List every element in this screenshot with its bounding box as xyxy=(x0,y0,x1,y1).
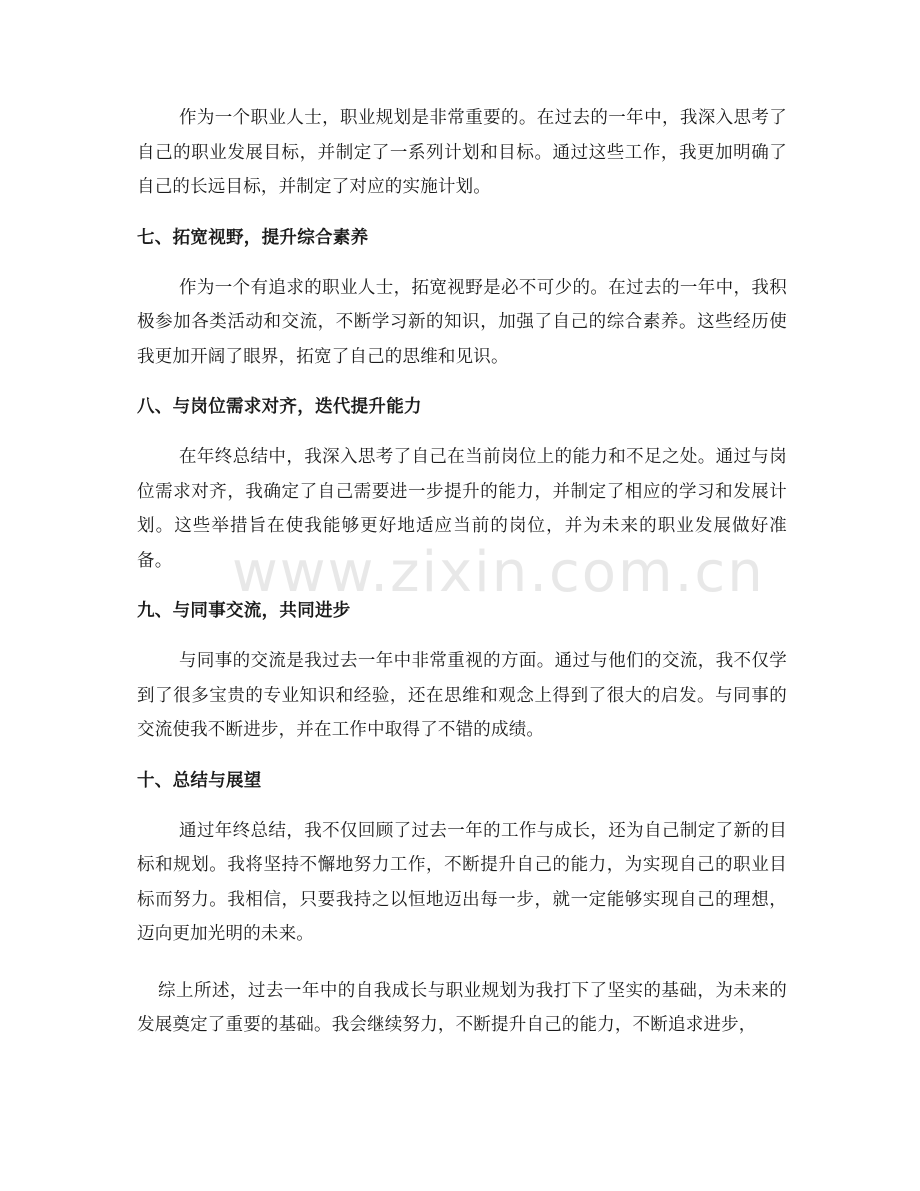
section-heading-9: 九、与同事交流，共同进步 xyxy=(137,601,351,621)
section-heading-10: 十、总结与展望 xyxy=(137,770,262,791)
section-body-7: 作为一个有追求的职业人士，拓宽视野是必不可少的。在过去的一年中，我积极参加各类活动和交流，不断学习新的知识，加强了自己的综合素养。这些经历使我更加开阔了眼界，拓宽了自己的思维和见识。 xyxy=(137,277,787,367)
document-page xyxy=(137,101,787,1059)
section-body-10: 通过年终总结，我不仅回顾了过去一年的工作与成长，还为自己制定了新的目标和规划。我将坚持不懈地努力工作，不断提升自己的能力，为实现自己的职业目标而努力。我相信，只要我持之以恒地迈出每一步，就一定能够实现自己的理想，迈向更加光明的未来。 xyxy=(137,820,787,944)
watermark-text: www.zixin.com.cn xyxy=(232,540,765,605)
section-body-9: 与同事的交流是我过去一年中非常重视的方面。通过与他们的交流，我不仅学到了很多宝贵的专业知识和经验，还在思维和观念上得到了很大的启发。与同事的交流使我不断进步，并在工作中取得了不错的成绩。 xyxy=(137,651,787,740)
section-body-8: 在年终总结中，我深入思考了自己在当前岗位上的能力和不足之处。通过与岗位需求对齐，我确定了自己需要进一步提升的能力，并制定了相应的学习和发展计划。这些举措旨在使我能够更好地适应当前的岗位，并为未来的职业发展做好准备。 xyxy=(137,447,787,571)
section-heading-8: 八、与岗位需求对齐，迭代提升能力 xyxy=(137,397,422,417)
section-heading-7: 七、拓宽视野，提升综合素养 xyxy=(137,227,369,248)
intro-paragraph: 作为一个职业人士，职业规划是非常重要的。在过去的一年中，我深入思考了自己的职业发展目标，并制定了一系列计划和目标。通过这些工作，我更加明确了自己的长远目标，并制定了对应的实施计划。 xyxy=(137,108,787,197)
closing-paragraph: 综上所述，过去一年中的自我成长与职业规划为我打下了坚实的基础，为未来的发展奠定了重要的基础。我会继续努力，不断提升自己的能力，不断追求进步， xyxy=(137,980,787,1035)
